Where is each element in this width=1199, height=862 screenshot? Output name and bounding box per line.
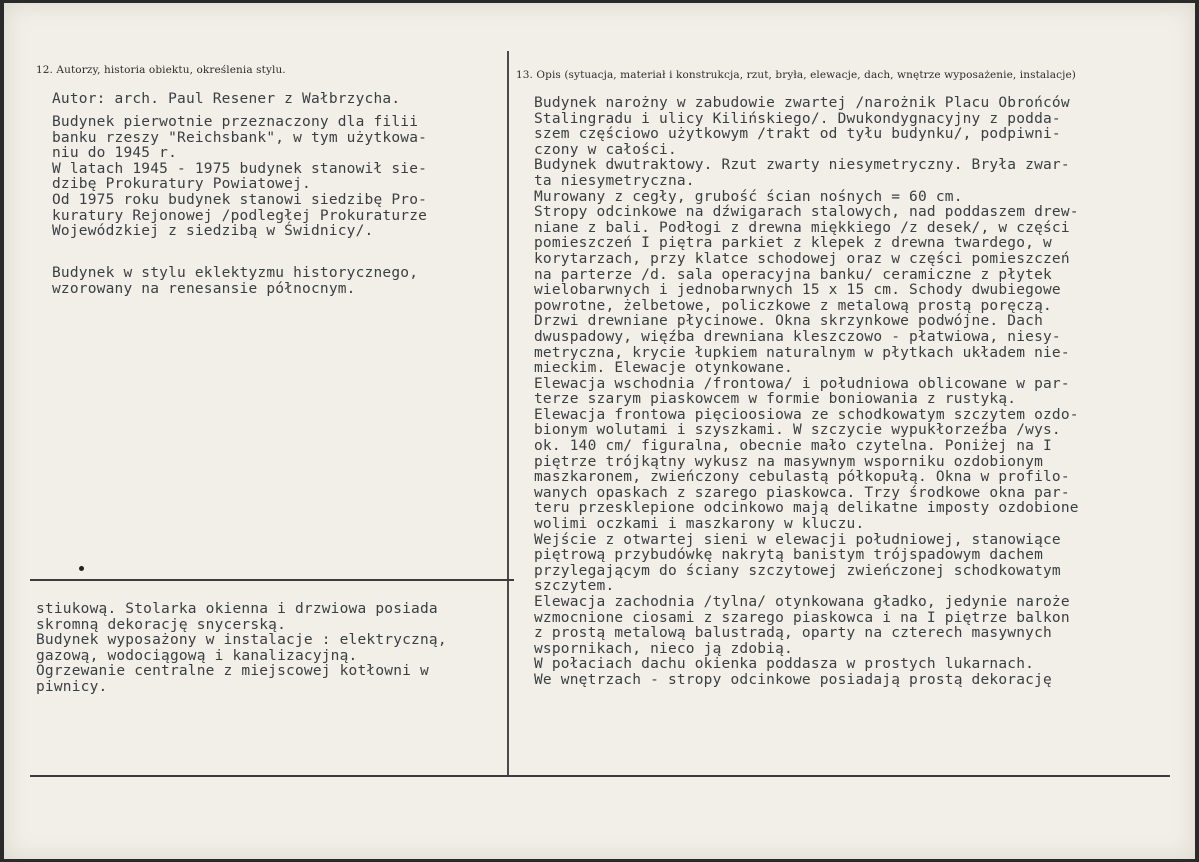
column-divider <box>507 51 509 776</box>
text-line: piwnicy. <box>36 678 108 695</box>
text-line: Elewacja frontowa pięcioosiowa ze schodkowatym szczytem ozdo- <box>534 406 1079 423</box>
text-line: dwuspadowy, więźba drewniana kleszczowo - płatwiowa, niesy- <box>534 328 1061 345</box>
text-line: Drzwi drewniane płycinowe. Okna skrzynkowe podwójne. Dach <box>534 313 1043 330</box>
text-line: ta niesymetryczna. <box>534 172 695 189</box>
text-line: piętrową przybudówkę nakrytą banistym trójspadowym dachem <box>534 547 1043 564</box>
text-line: wzorowany na renesansie północnym. <box>52 280 356 297</box>
text-line: teru przesklepione odcinkowo mają delikatne imposty ozdobione <box>534 500 1079 517</box>
text-line: wielobarwnych i jednobarwnych 15 x 15 cm. Schody dwubiegowe <box>534 282 1061 299</box>
text-line: pomieszczeń I piętra parkiet z klepek z drewna twardego, w <box>534 235 1052 252</box>
text-line: mieckim. Elewacje otynkowane. <box>534 360 793 377</box>
text-line: Budynek dwutraktowy. Rzut zwarty niesymetryczny. Bryła zwar- <box>534 157 1070 174</box>
text-line: Budynek narożny w zabudowie zwartej /narożnik Placu Obrońców <box>534 95 1070 111</box>
inventory-card <box>4 3 1195 859</box>
history-text <box>52 115 427 240</box>
text-line: czony w całości. <box>534 141 677 158</box>
text-line: W połaciach dachu okienka poddasza w prostych lukarnach. <box>534 656 1035 673</box>
text-line: Wojewódzkiej z siedzibą w Świdnicy/. <box>52 223 374 240</box>
text-line: metryczna, krycie łupkiem naturalnym w płytkach układem nie- <box>534 344 1070 361</box>
text-line: Budynek wyposażony w instalacje : elektryczną, <box>36 632 447 649</box>
text-line: Murowany z cegły, grubość ścian nośnych = 60 cm. <box>534 188 963 205</box>
text-line: terze szarym piaskowcem w formie boniowania z rustyką. <box>534 391 1017 408</box>
continuation-text <box>36 602 447 696</box>
text-line: ok. 140 cm/ figuralna, obecnie mało czytelna. Poniżej na I <box>534 438 1052 455</box>
text-line: W latach 1945 - 1975 budynek stanowił sie- <box>52 160 428 177</box>
text-line: stiukową. Stolarka okienna i drzwiowa posiada <box>36 601 438 617</box>
text-line: powrotne, żelbetowe, policzkowe z metalową prostą poręczą. <box>534 297 1052 314</box>
text-line: Elewacja wschodnia /frontowa/ i południowa oblicowane w par- <box>534 375 1070 392</box>
text-line: We wnętrzach - stropy odcinkowe posiadają prostą dekorację <box>534 671 1052 688</box>
section-13-caption: 13. Opis (sytuacja, materiał i konstrukcja, rzut, bryła, elewacje, dach, wnętrze wyposażenie, instalacje) <box>516 69 1076 81</box>
text-line: korytarzach, przy klatce schodowej oraz w części pomieszczeń <box>534 250 1070 267</box>
author-line <box>52 92 400 108</box>
text-line: niane z bali. Podłogi z drewna miękkiego /z desek/, w części <box>534 219 1070 236</box>
style-text <box>52 266 418 297</box>
text-line: wspornikach, nieco ją zdobią. <box>534 640 793 657</box>
text-line: niu do 1945 r. <box>52 145 178 162</box>
text-line: Ogrzewanie centralne z miejscowej kotłowni w <box>36 663 429 680</box>
section-12-caption: 12. Autorzy, historia obiektu, określenia stylu. <box>36 64 286 76</box>
bottom-rule <box>30 775 1170 777</box>
text-line: kuratury Rejonowej /podległej Prokuraturze <box>52 207 428 224</box>
text-line: na parterze /d. sala operacyjna banku/ ceramiczne z płytek <box>534 266 1052 283</box>
ink-dot <box>79 566 84 571</box>
text-line: Elewacja zachodnia /tylna/ otynkowana gładko, jedynie naroże <box>534 594 1070 610</box>
text-line: Stropy odcinkowe na dźwigarach stalowych, nad poddaszem drew- <box>534 204 1079 221</box>
text-line: Budynek pierwotnie przeznaczony dla filii <box>52 114 419 130</box>
text-line: bionym wolutami i szyszkami. W szczycie wypukłorzeźba /wys. <box>534 422 1061 439</box>
text-line: skromną dekorację snycerską. <box>36 616 287 633</box>
text-line: szem częściowo użytkowym /trakt od tyłu budynku/, podpiwni- <box>534 126 1061 143</box>
text-line: maszkaronem, zwieńczony cebulastą półkopułą. Okna w profilo- <box>534 469 1070 486</box>
text-line: banku rzeszy "Reichsbank", w tym użytkowa- <box>52 129 428 146</box>
text-line: wzmocnione ciosami z szarego piaskowca i na I piętrze balkon <box>534 609 1070 626</box>
text-line: piętrze trójkątny wykusz na masywnym wsporniku ozdobionym <box>534 453 1043 470</box>
text-line: z prostą metalową balustradą, oparty na czterech masywnych <box>534 625 1052 642</box>
description-text <box>534 96 1079 689</box>
text-line: gazową, wodociągową i kanalizacyjną. <box>36 647 358 664</box>
text-line: dzibę Prokuratury Powiatowej. <box>52 176 311 193</box>
text-line: wanych opaskach z szarego piaskowca. Trzy środkowe okna par- <box>534 484 1070 501</box>
section-divider <box>30 579 514 581</box>
text-line: szczytem. <box>534 578 615 595</box>
text-line: przylegającym do ściany szczytowej zwieńczonej schodkowatym <box>534 562 1061 579</box>
text-line: Stalingradu i ulicy Kilińskiego/. Dwukondygnacyjny z podda- <box>534 110 1061 127</box>
text-line: Budynek w stylu eklektyzmu historycznego, <box>52 265 419 281</box>
text-line: Wejście z otwartej sieni w elewacji południowej, stanowiące <box>534 531 1061 548</box>
text-line: Od 1975 roku budynek stanowi siedzibę Pro- <box>52 191 428 208</box>
text-line: wolimi oczkami i maszkarony w kluczu. <box>534 516 865 533</box>
text-line: Autor: arch. Paul Resener z Wałbrzycha. <box>52 91 401 107</box>
